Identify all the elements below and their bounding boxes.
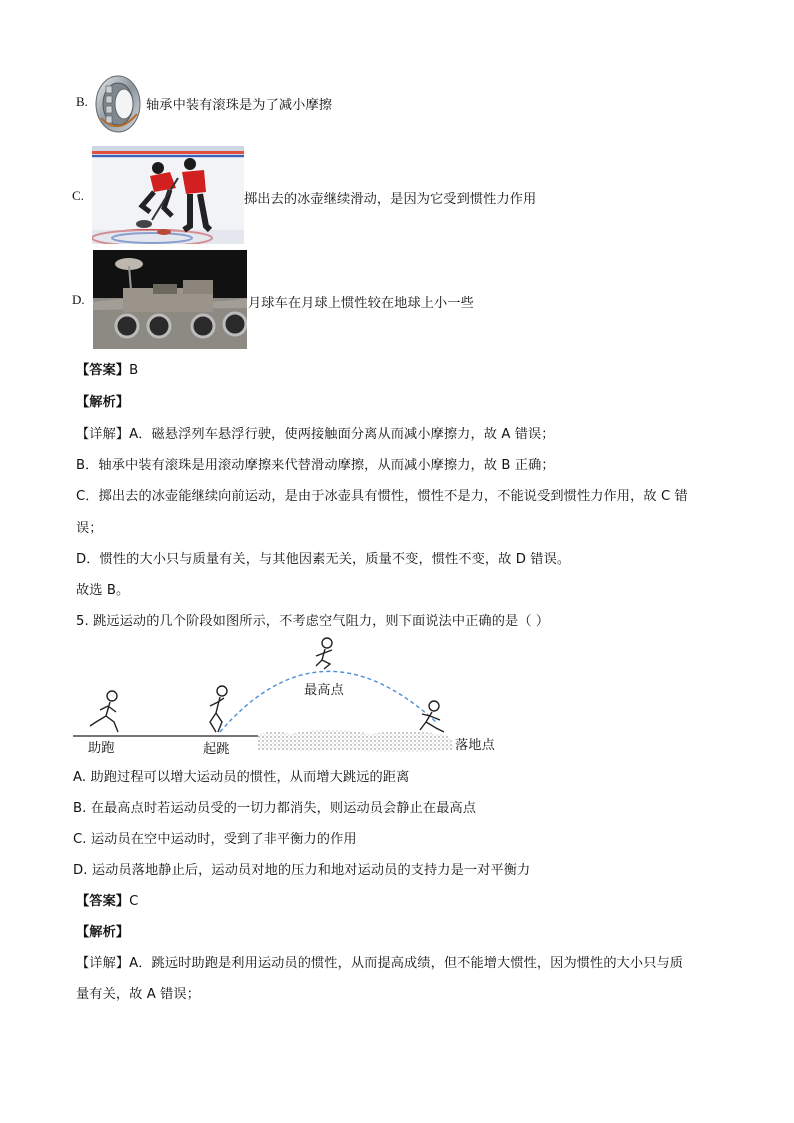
q5-option-b: B. 在最高点时若运动员受的一切力都消失，则运动员会静止在最高点: [73, 801, 477, 816]
label-landing: 落地点: [455, 738, 495, 753]
detail-line: B．轴承中装有滚珠是用滚动摩擦来代替滑动摩擦，从而减小摩擦力，故 B 正确；: [76, 458, 555, 473]
q5-option-a: A. 助跑过程可以增大运动员的惯性，从而增大跳远的距离: [73, 770, 410, 785]
q5-option-c: C. 运动员在空中运动时，受到了非平衡力的作用: [73, 832, 357, 847]
detail-line: 【详解】A．磁悬浮列车悬浮行驶，使两接触面分离从而减小摩擦力，故 A 错误；: [76, 427, 555, 442]
analysis-label: 【解析】: [76, 395, 130, 410]
option-b-text: 轴承中装有滚珠是为了减小摩擦: [146, 98, 333, 113]
answer-label: 【答案】: [76, 894, 130, 909]
label-run: 助跑: [88, 741, 115, 756]
detail-line: 量有关，故 A 错误；: [76, 987, 201, 1002]
answer-value: C: [129, 894, 139, 909]
q4-answer: [76, 359, 138, 378]
label-highest: 最高点: [304, 683, 344, 698]
option-d-text: 月球车在月球上惯性较在地球上小一些: [248, 296, 474, 311]
curling-photo: [92, 146, 244, 244]
option-b-letter: B.: [76, 94, 88, 109]
q5-option-d: D. 运动员落地静止后，运动员对地的压力和地对运动员的支持力是一对平衡力: [73, 863, 531, 878]
q5-answer: [76, 890, 138, 909]
answer-label: 【答案】: [76, 363, 130, 378]
detail-line: D．惯性的大小只与质量有关，与其他因素无关，质量不变，惯性不变，故 D 错误。: [76, 552, 571, 567]
option-d-letter: D.: [72, 292, 85, 307]
detail-line: 故选 B。: [76, 583, 130, 598]
detail-line: 误；: [76, 521, 103, 536]
option-c-letter: C.: [72, 188, 84, 203]
label-takeoff: 起跳: [203, 742, 230, 757]
question-5-stem: 5. 跳远运动的几个阶段如图所示，不考虑空气阻力，则下面说法中正确的是（ ）: [76, 614, 550, 629]
analysis-label: 【解析】: [76, 925, 130, 940]
answer-value: B: [129, 363, 139, 378]
lunar-rover-photo: [93, 250, 247, 349]
detail-line: C．掷出去的冰壶能继续向前运动，是由于冰壶具有惯性，惯性不是力，不能说受到惯性力作用，故 C 错: [76, 489, 688, 504]
detail-line: 【详解】A．跳远时助跑是利用运动员的惯性，从而提高成绩，但不能增大惯性，因为惯性的大小只与质: [76, 956, 684, 971]
bearing-image: [93, 74, 143, 134]
option-c-text: 掷出去的冰壶继续滑动，是因为它受到惯性力作用: [244, 192, 537, 207]
